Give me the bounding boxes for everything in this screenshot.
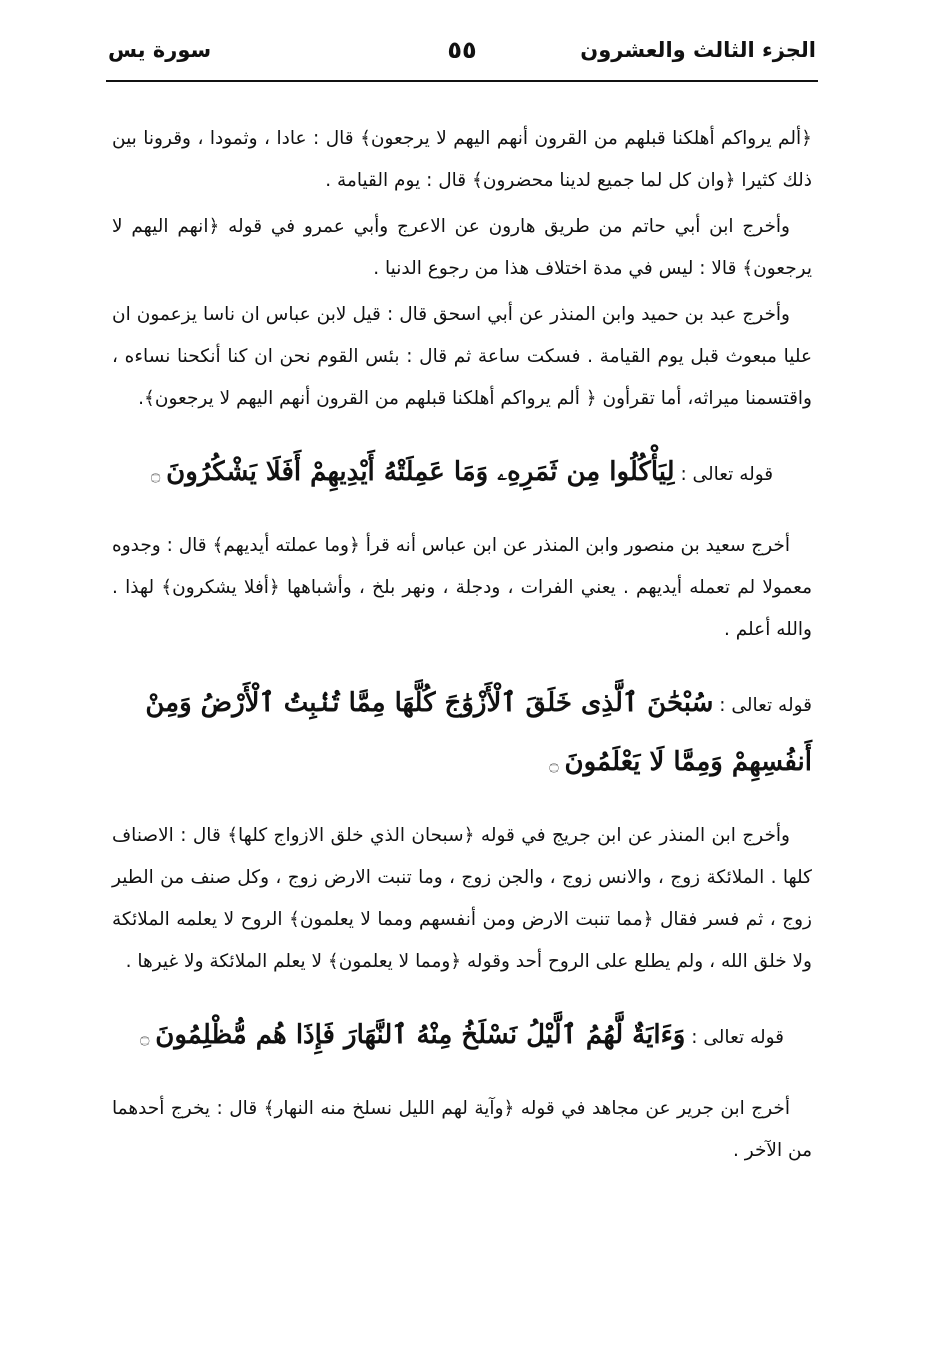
ayah-end-icon: ۝: [140, 1028, 150, 1047]
header-divider: [106, 80, 818, 82]
page-body: [112, 118, 812, 1176]
verse-text-2: سُبْحَٰنَ ٱلَّذِى خَلَقَ ٱلْأَزْوَٰجَ كُلَّهَا مِمَّا تُنۢبِتُ ٱلْأَرْضُ وَمِنْ أَنفُسِهِمْ وَمِمَّا لَا يَعْلَمُونَ: [145, 688, 812, 777]
verse-heading-1: [112, 444, 812, 503]
paragraph-2: وأخرج ابن أبي حاتم من طريق هارون عن الاعرج وأبي عمرو في قوله ﴿انهم اليهم لا يرجعون﴾ قالا : ليس في مدة اختلاف هذا من رجوع الدنيا .: [112, 216, 812, 279]
verse-heading-3: [112, 1007, 812, 1066]
paragraph-6: أخرج ابن جرير عن مجاهد في قوله ﴿وآية لهم الليل نسلخ منه النهار﴾ قال : يخرج أحدهما من الآخر .: [112, 1098, 812, 1161]
part-title: الجزء الثالث والعشرون: [580, 38, 816, 62]
page-number: ٥٥: [447, 36, 477, 64]
surah-title: سورة يس: [108, 38, 212, 62]
verse-text-3: وَءَايَةٌ لَّهُمُ ٱلَّيْلُ نَسْلَخُ مِنْهُ ٱلنَّهَارَ فَإِذَا هُم مُّظْلِمُونَ: [155, 1020, 686, 1050]
ayah-end-icon: ۝: [150, 465, 161, 484]
verse-lead-1: قوله تعالى :: [680, 464, 774, 485]
ayah-end-icon: ۝: [549, 755, 559, 774]
paragraph-4: أخرج سعيد بن منصور وابن المنذر عن ابن عباس أنه قرأ ﴿وما عملته أيديهم﴾ قال : وجدوه معمولا لم تعمله أيديهم . يعني الفرات ، ودجلة ، ونهر بلخ ، وأشباهها ﴿أفلا يشكرون﴾ لهذا . والله أعلم .: [112, 535, 812, 640]
paragraph-3: وأخرج عبد بن حميد وابن المنذر عن أبي اسحق قال : قيل لابن عباس ان ناسا يزعمون ان عليا مبعوث قبل يوم القيامة . فسكت ساعة ثم قال : بئس القوم نحن ان كنا أنكحنا نساءه ، واقتسمنا ميراثه، أما تقرأون ﴿ ألم يرواكم أهلكنا قبلهم من القرون أنهم اليهم لا يرجعون﴾.: [112, 304, 812, 409]
verse-lead-3: قوله تعالى :: [691, 1027, 784, 1048]
paragraph-1: ﴿ألم يرواكم أهلكنا قبلهم من القرون أنهم اليهم لا يرجعون﴾ قال : عادا ، وثمودا ، وقرونا بين ذلك كثيرا ﴿وان كل لما جميع لدينا محضرون﴾ قال : يوم القيامة .: [112, 128, 812, 191]
paragraph-5: وأخرج ابن المنذر عن ابن جريج في قوله ﴿سبحان الذي خلق الازواج كلها﴾ قال : الاصناف كلها . الملائكة زوج ، والانس زوج ، والجن زوج ، وما تنبت الارض زوج ، وكل صنف من الطير زوج ، ثم فسر فقال ﴿مما تنبت الارض ومن أنفسهم ومما لا يعلمون﴾ الروح لا يعلمه الملائكة ولا خلق الله ، ولم يطلع على الروح أحد وقوله ﴿ومما لا يعلمون﴾ لا يعلم الملائكة ولا غيرها .: [112, 825, 812, 972]
verse-lead-2: قوله تعالى :: [719, 695, 812, 716]
page-header: [108, 34, 816, 74]
verse-text-1: لِيَأْكُلُوا مِن ثَمَرِهِۦ وَمَا عَمِلَتْهُ أَيْدِيهِمْ أَفَلَا يَشْكُرُونَ: [166, 457, 675, 487]
verse-heading-2: [112, 675, 812, 793]
